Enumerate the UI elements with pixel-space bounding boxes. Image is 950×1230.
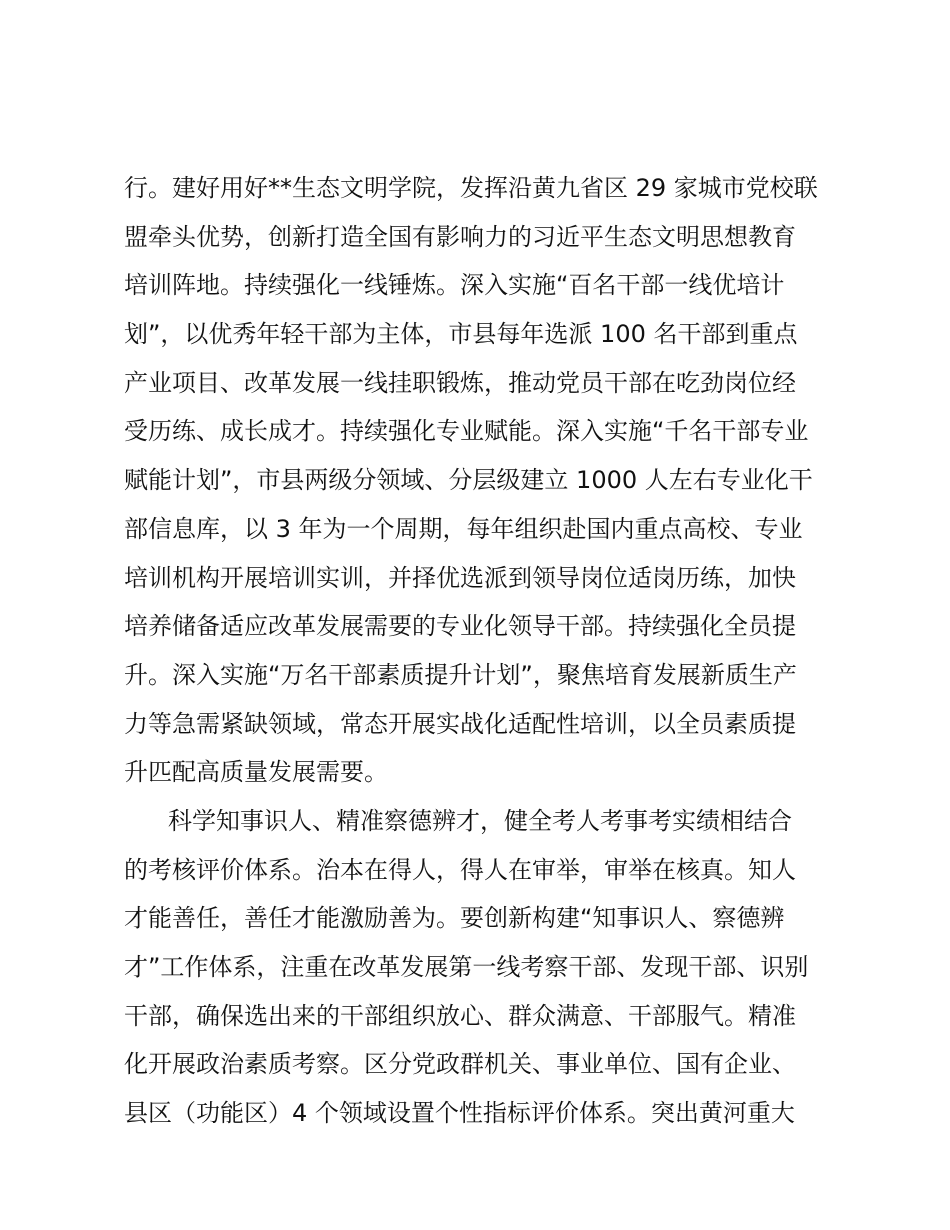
- paragraph-assessment: [124, 797, 844, 1138]
- paragraph-continued: [124, 164, 844, 797]
- text-line: 县区（功能区）4 个领域设置个性指标评价体系。突出黄河重大: [124, 1099, 795, 1128]
- text-line: 升。深入实施“万名干部素质提升计划”，聚焦培育发展新质生产: [124, 660, 797, 689]
- text-line: 培训机构开展培训实训，并择优选派到领导岗位适岗历练，加快: [124, 563, 796, 592]
- text-line: 受历练、成长成才。持续强化专业赋能。深入实施“千名干部专业: [124, 417, 809, 446]
- text-line: 产业项目、改革发展一线挂职锻炼，推动党员干部在吃劲岗位经: [124, 368, 796, 397]
- text-line: 升匹配高质量发展需要。: [124, 758, 388, 787]
- text-line: 干部，确保选出来的干部组织放心、群众满意、干部服气。精准: [124, 1001, 796, 1030]
- text-line: 赋能计划”，市县两级分领域、分层级建立 1000 人左右专业化干: [124, 466, 813, 495]
- text-line: 科学知事识人、精准察德辨才，健全考人考事考实绩相结合: [168, 806, 792, 835]
- text-line: 部信息库，以 3 年为一个周期，每年组织赴国内重点高校、专业: [124, 514, 803, 543]
- text-line: 才”工作体系，注重在改革发展第一线考察干部、发现干部、识别: [124, 953, 809, 981]
- document-body: [124, 164, 844, 1138]
- text-line: 化开展政治素质考察。区分党政群机关、事业单位、国有企业、: [124, 1050, 796, 1079]
- text-line: 划”，以优秀年轻干部为主体，市县每年选派 100 名干部到重点: [124, 320, 798, 349]
- text-line: 行。建好用好**生态文明学院，发挥沿黄九省区 29 家城市党校联: [124, 174, 818, 202]
- text-line: 盟牵头优势，创新打造全国有影响力的习近平生态文明思想教育: [124, 222, 796, 251]
- text-line: 培养储备适应改革发展需要的专业化领导干部。持续强化全员提: [124, 612, 796, 641]
- text-line: 的考核评价体系。治本在得人，得人在审举，审举在核真。知人: [124, 855, 796, 884]
- text-line: 才能善任，善任才能激励善为。要创新构建“知事识人、察德辨: [124, 904, 785, 933]
- text-line: 力等急需紧缺领域，常态开展实战化适配性培训，以全员素质提: [124, 709, 796, 738]
- text-line: 培训阵地。持续强化一线锤炼。深入实施“百名干部一线优培计: [124, 271, 785, 300]
